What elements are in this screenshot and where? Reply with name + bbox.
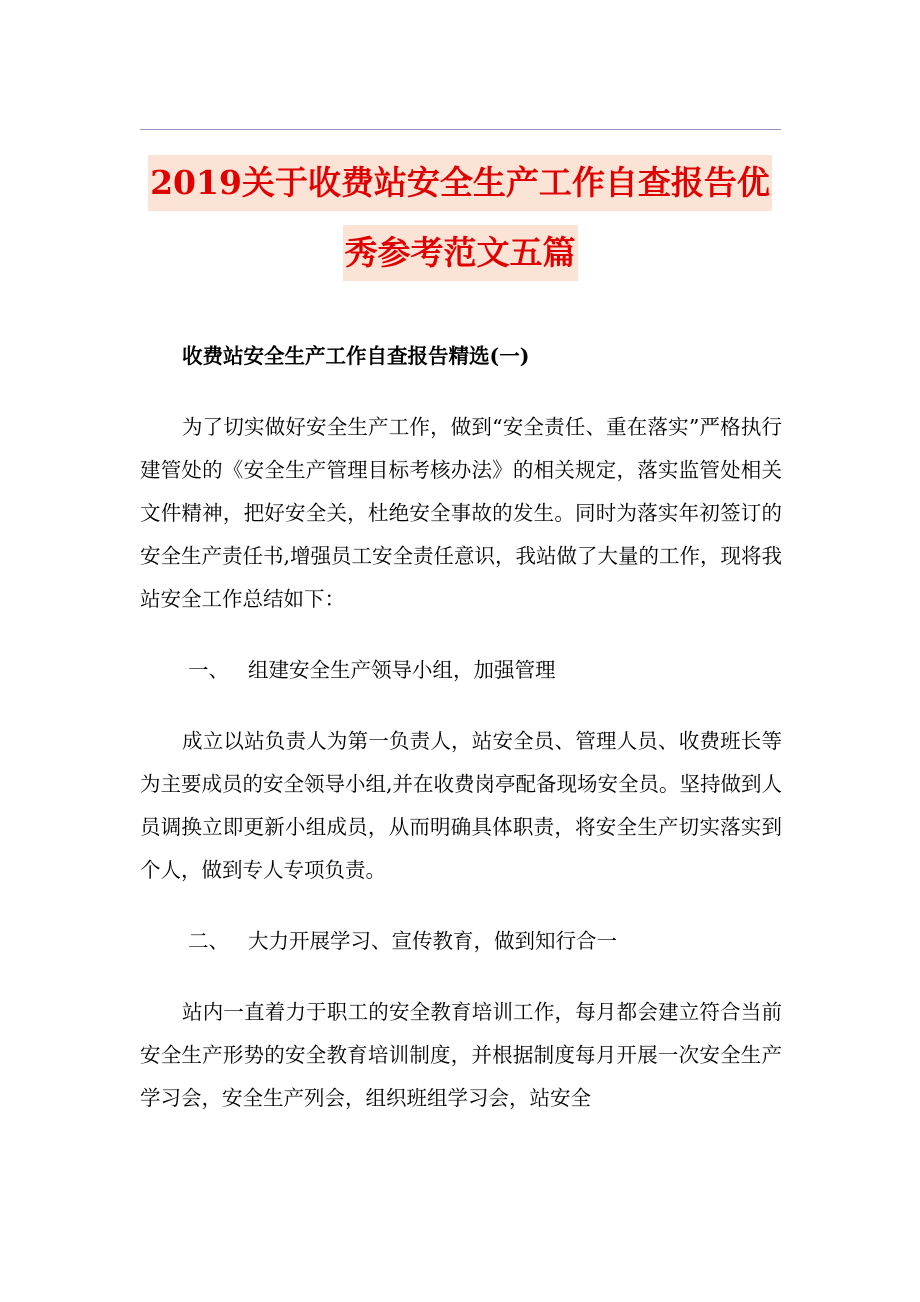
title-line-2: 秀参考范文五篇 [343,225,578,281]
section-paragraph-1: 成立以站负责人为第一负责人，站安全员、管理人员、收费班长等为主要成员的安全领导小组,并在收费岗亭配备现场安全员。坚持做到人员调换立即更新小组成员，从而明确具体职责，将安全生产切实落实到个人，做到专人专项负责。 [140,729,783,882]
section-heading-text: 大力开展学习、宣传教育，做到知行合一 [248,929,617,953]
header-rule [140,129,781,130]
section-number: 一、 [188,658,229,682]
section-subtitle: 收费站安全生产工作自查报告精选(一) [182,344,530,368]
section-heading-text: 组建安全生产领导小组，加强管理 [248,658,556,682]
section-heading-1 [140,649,782,692]
section-paragraph-2: 站内一直着力于职工的安全教育培训工作，每月都会建立符合当前安全生产形势的安全教育培训制度，并根据制度每月开展一次安全生产学习会，安全生产列会，组织班组学习会，站安全 [140,1000,782,1110]
title-line-1: 2019关于收费站安全生产工作自查报告优 [148,155,772,211]
section-heading-2 [140,920,782,963]
intro-paragraph: 为了切实做好安全生产工作，做到“安全责任、重在落实”严格执行建管处的《安全生产管理目标考核办法》的相关规定，落实监管处相关文件精神，把好安全关，杜绝安全事故的发生。同时为落实年初签订的安全生产责任书,增强员工安全责任意识，我站做了大量的工作，现将我站安全工作总结如下： [140,415,783,611]
document-body [140,335,782,1120]
section-number: 二、 [188,929,229,953]
document-title [0,148,920,288]
